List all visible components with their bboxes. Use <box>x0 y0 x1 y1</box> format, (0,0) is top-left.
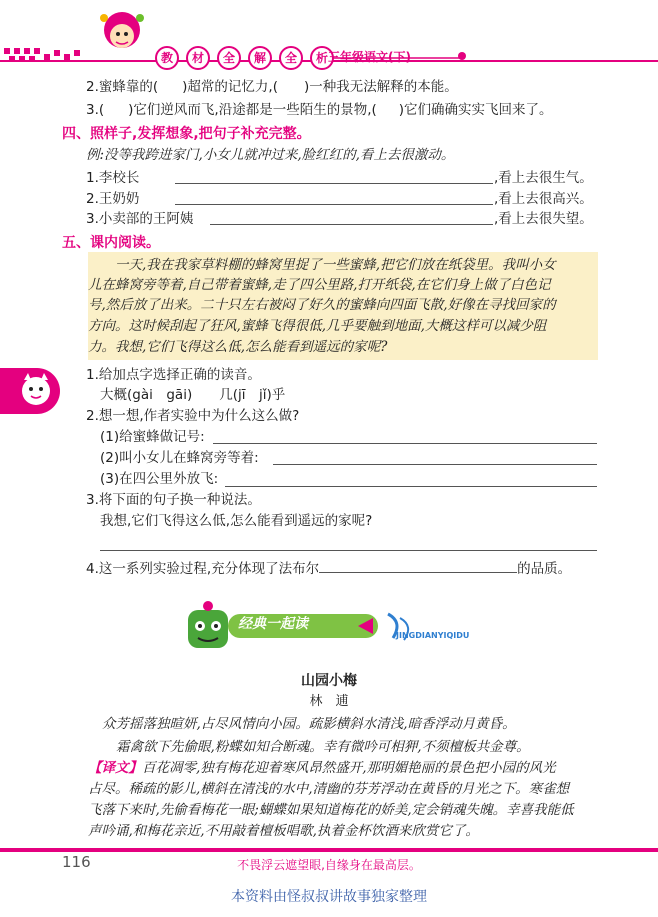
answer-line[interactable] <box>319 560 517 573</box>
reading-q1: 1.给加点字选择正确的读音。 <box>86 367 261 383</box>
translation-line: 飞落下来时,先偷看梅花一眼;蝴蝶如果知道梅花的娇美,定会销魂失魄。幸喜我能低 <box>88 802 574 818</box>
answer-line[interactable] <box>213 443 597 444</box>
q3-sentence: 我想,它们飞得这么低,怎么能看到遥远的家呢? <box>100 513 373 529</box>
translation-line: 占尽。稀疏的影儿,横斜在清浅的水中,清幽的芬芳浮动在黄昏的月光之下。寒雀想 <box>88 781 570 797</box>
text: 1.李校长 <box>86 170 140 186</box>
text: 的品质。 <box>517 561 572 577</box>
text: )超常的记忆力,( <box>182 79 278 95</box>
banner-pinyin: JINGDIANYIQIDU <box>396 631 470 640</box>
translation-line <box>88 756 556 776</box>
fill-item-2 <box>86 190 139 208</box>
passage-line <box>88 256 598 274</box>
text: ,看上去很失望。 <box>494 211 593 227</box>
text: 2.王奶奶 <box>86 191 140 207</box>
reading-q2: 2.想一想,作者实验中为什么这么做? <box>86 408 300 424</box>
title-char: 全 <box>279 46 303 70</box>
grade-label: 三年级语文(下) <box>328 50 411 64</box>
passage-line: 方向。这时候刮起了狂风,蜜蜂飞得很低,几乎要触到地面,大概这样可以减少阻 <box>88 318 547 334</box>
q3-line <box>86 101 553 119</box>
text: ,看上去很高兴。 <box>494 191 593 207</box>
example-sentence: 例:没等我跨进家门,小女儿就冲过来,脸红红的,看上去很激动。 <box>86 147 455 163</box>
answer-line[interactable] <box>100 550 597 551</box>
text: )它们逆风而飞,沿途都是一些陌生的景物,( <box>128 102 377 118</box>
side-tab <box>0 368 60 414</box>
footer-credit: 本资料由怪叔叔讲故事独家整理 <box>231 889 427 905</box>
reading-q3: 3.将下面的句子换一种说法。 <box>86 492 261 508</box>
text: )它们确确实实飞回来了。 <box>398 102 553 118</box>
passage-line: 号,然后放了出来。二十只左右被闷了好久的蜜蜂向四面飞散,好像在寻找回家的 <box>88 297 556 313</box>
reading-q4 <box>86 560 571 578</box>
footer-motto: 不畏浮云遮望眼,自缘身在最高层。 <box>237 858 421 872</box>
q2-item: (2)叫小女儿在蜂窝旁等着: <box>100 450 259 466</box>
poem-author: 林 逋 <box>309 694 349 709</box>
poem-line: 霜禽欲下先偷眼,粉蝶如知合断魂。幸有微吟可相狎,不须檀板共金尊。 <box>116 739 530 755</box>
text: 3.小卖部的王阿姨 <box>86 211 194 227</box>
pinyin-options: 大概(gài gāi) 几(jī jǐ)乎 <box>100 387 286 403</box>
title-char: 解 <box>248 46 272 70</box>
text: 百花凋零,独有梅花迎着寒风昂然盛开,那明媚艳丽的景色把小园的风光 <box>142 760 556 776</box>
text: )一种我无法解释的本能。 <box>303 79 458 95</box>
q2-item: (1)给蜜蜂做记号: <box>100 429 205 445</box>
text: 4.这一系列实验过程,充分体现了法布尔 <box>86 561 320 577</box>
text: 3.( <box>86 102 105 118</box>
q2-line <box>86 78 458 96</box>
text: 一天,我在我家草料棚的蜂窝里捉了一些蜜蜂,把它们放在纸袋里。我叫小女 <box>115 257 556 273</box>
fill-item-1 <box>86 169 139 187</box>
answer-line[interactable] <box>175 183 493 184</box>
answer-line[interactable] <box>175 204 493 205</box>
poem-title: 山园小梅 <box>301 673 357 689</box>
answer-line[interactable] <box>225 486 597 487</box>
section-5-title: 五、课内阅读。 <box>62 235 160 251</box>
banner-art <box>188 600 468 652</box>
text: ,看上去很生气。 <box>494 170 593 186</box>
title-char: 教 <box>155 46 179 70</box>
title-char: 全 <box>217 46 241 70</box>
section-4-title: 四、照样子,发挥想象,把句子补充完整。 <box>62 126 311 142</box>
translation-tag: 【译文】 <box>88 760 142 776</box>
title-char: 材 <box>186 46 210 70</box>
section-banner <box>188 600 468 652</box>
answer-line[interactable] <box>210 224 493 225</box>
translation-line: 声吟诵,和梅花亲近,不用敲着檀板唱歌,执着金杯饮酒来欣赏它了。 <box>88 823 479 839</box>
passage-line: 儿在蜂窝旁等着,自己带着蜜蜂,走了四公里路,打开纸袋,在它们身上做了白色记 <box>88 277 551 293</box>
answer-line[interactable] <box>273 464 597 465</box>
fill-item-3 <box>86 210 193 228</box>
page-number: 116 <box>62 853 91 871</box>
text: 2.蜜蜂靠的( <box>86 79 159 95</box>
title-char: 析 <box>310 46 334 70</box>
footer-bar <box>0 848 658 852</box>
mascot-icon <box>0 368 60 414</box>
header-title <box>155 46 341 70</box>
poem-line: 众芳摇落独暄妍,占尽风情向小园。疏影横斜水清浅,暗香浮动月黄昏。 <box>102 716 516 732</box>
q2-item: (3)在四公里外放飞: <box>100 471 219 487</box>
banner-title: 经典一起读 <box>238 616 308 632</box>
passage-line: 力。我想,它们飞得这么低,怎么能看到遥远的家呢? <box>88 339 388 355</box>
